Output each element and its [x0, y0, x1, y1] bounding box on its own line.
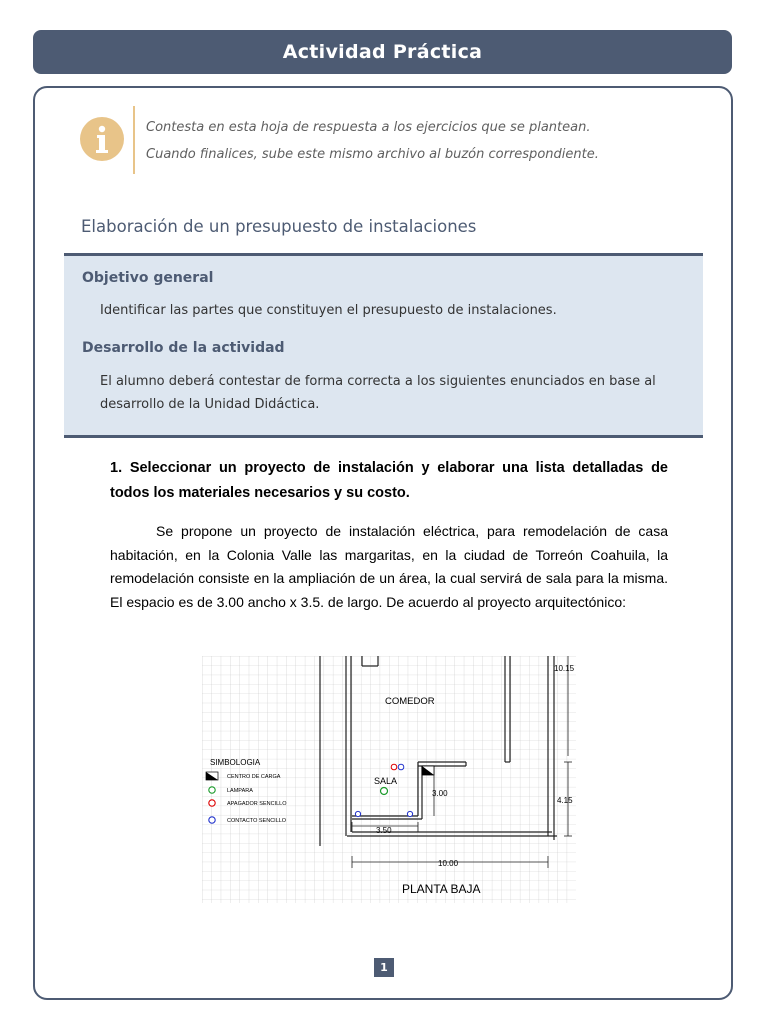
legend-title: SIMBOLOGIA	[210, 758, 261, 767]
plan-label-comedor: COMEDOR	[385, 696, 435, 707]
info-icon	[80, 117, 124, 161]
info-line-1: Contesta en esta hoja de respuesta a los ejercicios que se plantean.	[146, 120, 591, 135]
info-text	[146, 114, 706, 168]
plan-label-planta-baja: PLANTA BAJA	[402, 882, 481, 896]
lamp-symbol	[381, 788, 388, 795]
page-title: Actividad Práctica	[282, 41, 483, 63]
load-center-symbol	[422, 766, 434, 775]
objective-text: Identificar las partes que constituyen el presupuesto de instalaciones.	[100, 303, 557, 318]
outlet-symbol	[407, 811, 412, 816]
body-paragraph: Se propone un proyecto de instalación eléctrica, para remodelación de casa habitación, en la Colonia Valle las margaritas, en la ciudad de Torreón Coahuila, la remodelación consiste en la ampliación de un área, la cual servirá de sala para la misma. El espacio es de 3.00 ancho x 3.5. de largo. De acuerdo al proyecto arquitectónico:	[110, 523, 668, 610]
section-title: Elaboración de un presupuesto de instalaciones	[81, 217, 477, 236]
legend-item: CENTRO DE CARGA	[227, 774, 281, 780]
dimension-10-00: 10.00	[438, 859, 459, 868]
development-text: El alumno deberá contestar de forma correcta a los siguientes enunciados en base al desarrollo de la Unidad Didáctica.	[100, 374, 656, 412]
outlet-symbol	[398, 764, 404, 770]
info-line-2: Cuando finalices, sube este mismo archivo al buzón correspondiente.	[146, 147, 599, 162]
outlet-symbol	[355, 811, 360, 816]
dimension-10-15: 10.15	[554, 664, 575, 673]
floor-plan	[202, 656, 576, 903]
legend-item: LAMPARA	[227, 788, 253, 794]
page-number: 1	[374, 958, 394, 977]
dimension-4-15: 4.15	[557, 796, 573, 805]
development-heading: Desarrollo de la actividad	[82, 340, 285, 356]
switch-symbol	[391, 764, 397, 770]
objective-heading: Objetivo general	[82, 270, 214, 286]
info-divider	[133, 106, 135, 174]
dimension-3-50: 3.50	[376, 826, 392, 835]
plan-label-sala: SALA	[374, 776, 398, 786]
legend-item: APAGADOR SENCILLO	[227, 801, 287, 807]
dimension-3-00: 3.00	[432, 789, 448, 798]
header-bar	[33, 30, 732, 74]
question-1: 1. Seleccionar un proyecto de instalación y elaborar una lista detalladas de todos los materiales necesarios y su costo.	[110, 460, 668, 501]
legend-item: CONTACTO SENCILLO	[227, 818, 287, 824]
